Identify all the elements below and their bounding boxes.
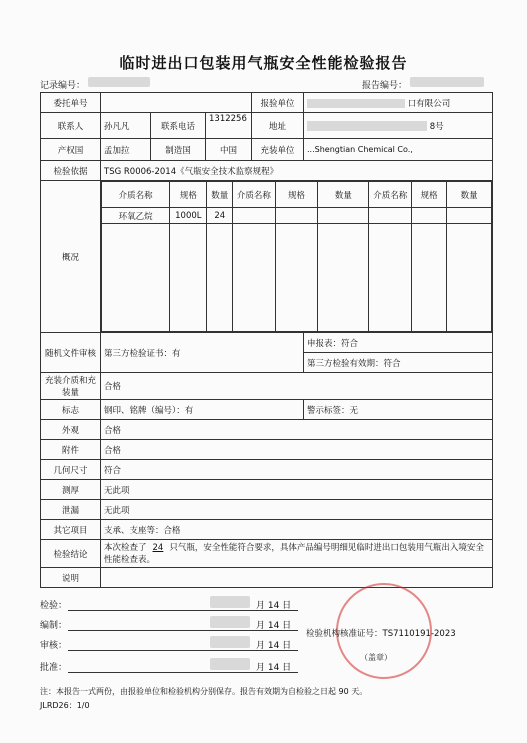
maker-label: 制造国 xyxy=(151,139,206,161)
form-code: JLRD26：1/0 xyxy=(40,701,90,710)
address-label: 地址 xyxy=(252,113,304,139)
redacted-approve-date xyxy=(210,658,250,670)
edit-date: 月 14 日 xyxy=(256,621,292,631)
redacted-applicant xyxy=(307,99,405,108)
third-valid: 第三方检验有效期：符合 xyxy=(304,353,493,373)
approve-date: 月 14 日 xyxy=(256,663,292,673)
medium-header-3: 介质名称 xyxy=(369,182,412,208)
geo-value: 符合 xyxy=(101,460,493,480)
conclusion-value xyxy=(101,540,493,568)
address-suffix: 8号 xyxy=(429,121,444,132)
medium-header-1: 介质名称 xyxy=(102,182,170,208)
inspect-label: 检验： xyxy=(40,601,68,611)
acc-value: 合格 xyxy=(101,440,493,460)
basis-label: 检验依据 xyxy=(41,161,101,181)
applicant-value xyxy=(304,93,493,113)
qty-value: 24 xyxy=(207,208,233,224)
thick-label: 测厚 xyxy=(41,480,101,500)
conclusion-text-2: 只气瓶，安全性能符合要求，具体产品编号明细见临时进出口包装用气瓶出入境安全性能检查表。 xyxy=(104,542,484,565)
fill-label: 充装介质和充装量 xyxy=(41,373,101,400)
warn-value: 警示标签：无 xyxy=(304,400,493,420)
seal-note: （盖章） xyxy=(360,653,392,662)
note-label: 说明 xyxy=(41,568,101,588)
spec-header-2: 规格 xyxy=(275,182,318,208)
edit-label: 编制： xyxy=(40,621,68,631)
report-title: 临时进出口包装用气瓶安全性能检验报告 xyxy=(119,54,408,72)
leak-value: 无此项 xyxy=(101,500,493,520)
spec-header-1: 规格 xyxy=(170,182,207,208)
contact-value: 孙凡凡 xyxy=(101,113,151,139)
medium-header-2: 介质名称 xyxy=(233,182,276,208)
leak-label: 泄漏 xyxy=(41,500,101,520)
client-no-label: 委托单号 xyxy=(41,93,101,113)
applicant-label: 报验单位 xyxy=(252,93,304,113)
spec-value: 1000L xyxy=(170,208,207,224)
qty-header-2: 数量 xyxy=(318,182,369,208)
acc-label: 附件 xyxy=(41,440,101,460)
approval-no: 检验机构核准证号：TS7110191-2023 xyxy=(306,629,456,639)
footer-note: 注：本报告一式两份，由报验单位和检验机构分别保存。报告有效期为自检验之日起 90 天。 xyxy=(40,687,368,696)
filler-value: ...Shengtian Chemical Co., xyxy=(304,139,493,161)
filler-label: 充装单位 xyxy=(252,139,304,161)
qty-header-1: 数量 xyxy=(207,182,233,208)
phone-label: 联系电话 xyxy=(151,113,206,139)
fill-value: 合格 xyxy=(101,373,493,400)
redacted-record-no xyxy=(88,77,150,87)
thick-value: 无此项 xyxy=(101,480,493,500)
maker-value: 中国 xyxy=(206,139,252,161)
origin-value: 孟加拉 xyxy=(101,139,151,161)
contact-label: 联系人 xyxy=(41,113,101,139)
basis-value: TSG R0006-2014《气瓶安全技术监察规程》 xyxy=(101,161,493,181)
mark-value: 钢印、铭牌（编号）：有 xyxy=(101,400,304,420)
conclusion-count: 24 xyxy=(152,542,164,553)
approve-label: 批准： xyxy=(40,663,68,673)
note-value xyxy=(101,568,493,588)
origin-label: 产权国 xyxy=(41,139,101,161)
redacted-review-date xyxy=(210,636,250,648)
qty-header-3: 数量 xyxy=(447,182,492,208)
overview-label: 概况 xyxy=(41,181,101,333)
redacted-report-no xyxy=(410,77,484,87)
record-no-label: 记录编号： xyxy=(40,81,86,91)
applicant-suffix: 口有限公司 xyxy=(407,98,451,109)
phone-value: 1312256 xyxy=(206,113,252,139)
look-label: 外观 xyxy=(41,420,101,440)
geo-label: 几何尺寸 xyxy=(41,460,101,480)
redacted-edit-date xyxy=(210,616,250,628)
medium-value: 环氧乙烷 xyxy=(102,208,170,224)
declare-value: 申报表：符合 xyxy=(304,333,493,353)
redacted-address xyxy=(307,121,427,131)
redacted-inspect-date xyxy=(210,596,250,608)
inspection-form xyxy=(40,92,493,588)
conclusion-label: 检验结论 xyxy=(41,540,101,568)
overview-cell xyxy=(101,181,493,333)
report-no-label: 报告编号： xyxy=(362,81,408,91)
inspect-date: 月 14 日 xyxy=(256,601,292,611)
overview-table xyxy=(101,181,492,332)
review-label: 审核： xyxy=(40,641,68,651)
other-value: 支承、支座等：合格 xyxy=(101,520,493,540)
review-date: 月 14 日 xyxy=(256,641,292,651)
conclusion-text-1: 本次检查了 xyxy=(104,542,147,553)
spec-header-3: 规格 xyxy=(412,182,447,208)
client-no-value xyxy=(101,93,252,113)
address-value xyxy=(304,113,493,139)
other-label: 其它项目 xyxy=(41,520,101,540)
mark-label: 标志 xyxy=(41,400,101,420)
docs-label: 随机文件审核 xyxy=(41,333,101,373)
look-value: 合格 xyxy=(101,420,493,440)
third-cert: 第三方检验证书：有 xyxy=(101,333,304,373)
